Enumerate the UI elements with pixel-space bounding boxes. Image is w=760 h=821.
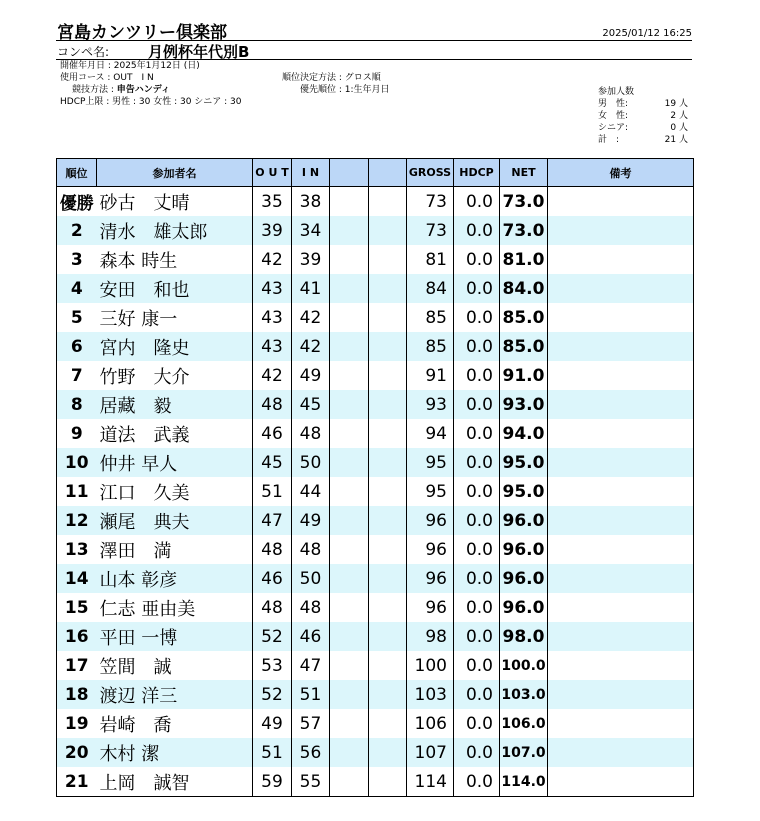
header-notes: 備考 <box>548 159 694 187</box>
table-row <box>57 390 694 419</box>
print-timestamp: 2025/01/12 16:25 <box>602 28 692 39</box>
cell-out: 49 <box>253 709 292 738</box>
cell-out: 53 <box>253 651 292 680</box>
cell-hdcp: 0.0 <box>454 361 500 390</box>
cell-name: 森本 時生 <box>97 245 253 274</box>
cell-blank-1 <box>330 477 369 506</box>
cell-notes <box>548 245 694 274</box>
cell-out: 48 <box>253 593 292 622</box>
participant-count-label: 女 性: <box>598 111 629 121</box>
cell-blank-1 <box>330 564 369 593</box>
cell-gross: 84 <box>407 274 454 303</box>
header-name: 参加者名 <box>97 159 253 187</box>
cell-name: 上岡 誠智 <box>97 767 253 797</box>
cell-rank: 12 <box>57 506 97 535</box>
cell-blank-1 <box>330 535 369 564</box>
cell-notes <box>548 332 694 361</box>
cell-in: 56 <box>292 738 330 767</box>
cell-hdcp: 0.0 <box>454 680 500 709</box>
participant-count-value: 19 人 <box>664 99 688 109</box>
participant-count-value: 2 人 <box>670 111 688 121</box>
cell-blank-2 <box>369 187 407 217</box>
cell-net: 73.0 <box>500 216 548 245</box>
cell-out: 51 <box>253 477 292 506</box>
cell-rank: 16 <box>57 622 97 651</box>
table-row <box>57 187 694 217</box>
cell-gross: 103 <box>407 680 454 709</box>
table-row <box>57 651 694 680</box>
cell-blank-2 <box>369 245 407 274</box>
competition-label: コンペ名: <box>57 45 110 59</box>
cell-name: 澤田 満 <box>97 535 253 564</box>
cell-blank-1 <box>330 332 369 361</box>
table-row <box>57 593 694 622</box>
cell-net: 96.0 <box>500 593 548 622</box>
header-net: NET <box>500 159 548 187</box>
cell-name: 仲井 早人 <box>97 448 253 477</box>
cell-blank-2 <box>369 274 407 303</box>
cell-gross: 100 <box>407 651 454 680</box>
header-blank-2 <box>369 159 407 187</box>
participant-count-value: 21 人 <box>664 135 688 145</box>
cell-rank: 6 <box>57 332 97 361</box>
cell-out: 52 <box>253 622 292 651</box>
cell-rank: 4 <box>57 274 97 303</box>
cell-out: 45 <box>253 448 292 477</box>
event-info-left <box>60 60 242 108</box>
cell-notes <box>548 390 694 419</box>
cell-hdcp: 0.0 <box>454 738 500 767</box>
cell-blank-2 <box>369 593 407 622</box>
cell-out: 59 <box>253 767 292 797</box>
cell-blank-2 <box>369 738 407 767</box>
cell-net: 96.0 <box>500 535 548 564</box>
cell-rank: 2 <box>57 216 97 245</box>
cell-name: 笠間 誠 <box>97 651 253 680</box>
cell-name: 三好 康一 <box>97 303 253 332</box>
cell-in: 47 <box>292 651 330 680</box>
cell-name: 砂古 丈晴 <box>97 187 253 217</box>
cell-blank-2 <box>369 419 407 448</box>
cell-blank-1 <box>330 390 369 419</box>
table-row <box>57 622 694 651</box>
cell-in: 41 <box>292 274 330 303</box>
cell-in: 45 <box>292 390 330 419</box>
competition-name: 月例杯年代別B <box>148 43 250 61</box>
cell-net: 103.0 <box>500 680 548 709</box>
table-row <box>57 419 694 448</box>
participant-count <box>598 86 688 146</box>
header-rank: 順位 <box>57 159 97 187</box>
event-date: 開催年月日 : 2025年1月12日 (日) <box>60 61 200 71</box>
cell-net: 94.0 <box>500 419 548 448</box>
cell-notes <box>548 506 694 535</box>
cell-net: 81.0 <box>500 245 548 274</box>
cell-notes <box>548 419 694 448</box>
cell-out: 35 <box>253 187 292 217</box>
rank-method: 順位決定方法 : グロス順 <box>282 73 381 83</box>
cell-gross: 91 <box>407 361 454 390</box>
cell-gross: 81 <box>407 245 454 274</box>
participant-count-row <box>598 134 688 146</box>
cell-gross: 114 <box>407 767 454 797</box>
cell-name: 居藏 毅 <box>97 390 253 419</box>
priority: 優先順位 : 1:生年月日 <box>300 85 390 95</box>
cell-hdcp: 0.0 <box>454 390 500 419</box>
cell-notes <box>548 622 694 651</box>
cell-hdcp: 0.0 <box>454 622 500 651</box>
cell-notes <box>548 593 694 622</box>
cell-rank: 7 <box>57 361 97 390</box>
cell-rank: 10 <box>57 448 97 477</box>
cell-gross: 93 <box>407 390 454 419</box>
cell-gross: 96 <box>407 564 454 593</box>
cell-blank-1 <box>330 187 369 217</box>
table-header <box>57 159 694 187</box>
cell-in: 44 <box>292 477 330 506</box>
cell-in: 48 <box>292 535 330 564</box>
cell-rank: 8 <box>57 390 97 419</box>
cell-net: 96.0 <box>500 564 548 593</box>
cell-blank-2 <box>369 680 407 709</box>
cell-blank-2 <box>369 448 407 477</box>
cell-name: 渡辺 洋三 <box>97 680 253 709</box>
cell-out: 46 <box>253 419 292 448</box>
cell-hdcp: 0.0 <box>454 419 500 448</box>
cell-name: 瀬尾 典夫 <box>97 506 253 535</box>
cell-blank-1 <box>330 506 369 535</box>
cell-rank: 17 <box>57 651 97 680</box>
cell-net: 91.0 <box>500 361 548 390</box>
cell-net: 114.0 <box>500 767 548 797</box>
event-info-right <box>282 72 390 96</box>
cell-net: 93.0 <box>500 390 548 419</box>
cell-blank-2 <box>369 361 407 390</box>
participant-count-row <box>598 110 688 122</box>
cell-out: 43 <box>253 332 292 361</box>
cell-gross: 106 <box>407 709 454 738</box>
cell-rank: 11 <box>57 477 97 506</box>
cell-rank: 9 <box>57 419 97 448</box>
cell-in: 34 <box>292 216 330 245</box>
competition-name-row <box>56 40 692 60</box>
cell-notes <box>548 564 694 593</box>
cell-net: 106.0 <box>500 709 548 738</box>
table-row <box>57 303 694 332</box>
cell-out: 51 <box>253 738 292 767</box>
cell-notes <box>548 738 694 767</box>
cell-name: 道法 武義 <box>97 419 253 448</box>
participant-count-value: 0 人 <box>670 123 688 133</box>
cell-blank-2 <box>369 651 407 680</box>
cell-blank-2 <box>369 535 407 564</box>
cell-net: 95.0 <box>500 448 548 477</box>
cell-name: 仁志 亜由美 <box>97 593 253 622</box>
cell-hdcp: 0.0 <box>454 245 500 274</box>
cell-notes <box>548 448 694 477</box>
cell-name: 江口 久美 <box>97 477 253 506</box>
cell-rank: 20 <box>57 738 97 767</box>
cell-name: 清水 雄太郎 <box>97 216 253 245</box>
cell-notes <box>548 709 694 738</box>
cell-in: 42 <box>292 303 330 332</box>
cell-name: 平田 一博 <box>97 622 253 651</box>
cell-notes <box>548 361 694 390</box>
cell-hdcp: 0.0 <box>454 448 500 477</box>
cell-name: 宮内 隆史 <box>97 332 253 361</box>
cell-rank: 18 <box>57 680 97 709</box>
table-row <box>57 477 694 506</box>
cell-gross: 95 <box>407 477 454 506</box>
header-gross: GROSS <box>407 159 454 187</box>
cell-in: 49 <box>292 361 330 390</box>
participant-count-label: 男 性: <box>598 99 629 109</box>
cell-out: 39 <box>253 216 292 245</box>
header-in: I N <box>292 159 330 187</box>
cell-in: 39 <box>292 245 330 274</box>
cell-rank: 15 <box>57 593 97 622</box>
cell-rank: 13 <box>57 535 97 564</box>
cell-blank-1 <box>330 622 369 651</box>
club-name: 宮島カンツリー倶楽部 <box>57 23 227 43</box>
table-row <box>57 738 694 767</box>
cell-rank: 5 <box>57 303 97 332</box>
cell-blank-1 <box>330 448 369 477</box>
cell-blank-2 <box>369 332 407 361</box>
table-row <box>57 361 694 390</box>
cell-notes <box>548 216 694 245</box>
cell-name: 木村 潔 <box>97 738 253 767</box>
cell-blank-1 <box>330 651 369 680</box>
cell-out: 52 <box>253 680 292 709</box>
cell-gross: 85 <box>407 303 454 332</box>
cell-in: 38 <box>292 187 330 217</box>
cell-net: 107.0 <box>500 738 548 767</box>
cell-blank-2 <box>369 709 407 738</box>
cell-in: 42 <box>292 332 330 361</box>
event-method <box>60 84 242 96</box>
cell-gross: 98 <box>407 622 454 651</box>
cell-rank: 優勝 <box>57 187 97 217</box>
results-table <box>56 158 694 797</box>
cell-hdcp: 0.0 <box>454 187 500 217</box>
cell-net: 84.0 <box>500 274 548 303</box>
cell-hdcp: 0.0 <box>454 303 500 332</box>
cell-gross: 85 <box>407 332 454 361</box>
cell-notes <box>548 651 694 680</box>
cell-in: 49 <box>292 506 330 535</box>
cell-hdcp: 0.0 <box>454 709 500 738</box>
table-row <box>57 767 694 797</box>
cell-hdcp: 0.0 <box>454 651 500 680</box>
cell-net: 96.0 <box>500 506 548 535</box>
cell-gross: 73 <box>407 216 454 245</box>
cell-rank: 14 <box>57 564 97 593</box>
cell-blank-2 <box>369 767 407 797</box>
cell-net: 98.0 <box>500 622 548 651</box>
cell-notes <box>548 274 694 303</box>
cell-blank-2 <box>369 622 407 651</box>
cell-name: 竹野 大介 <box>97 361 253 390</box>
cell-gross: 107 <box>407 738 454 767</box>
cell-out: 43 <box>253 274 292 303</box>
table-row <box>57 245 694 274</box>
participant-count-row <box>598 98 688 110</box>
cell-in: 46 <box>292 622 330 651</box>
event-course: 使用コース : OUT I N <box>60 73 154 83</box>
cell-in: 50 <box>292 448 330 477</box>
cell-gross: 96 <box>407 535 454 564</box>
cell-in: 48 <box>292 419 330 448</box>
method-label: 競技方法 : <box>72 85 117 95</box>
cell-blank-2 <box>369 477 407 506</box>
cell-out: 48 <box>253 390 292 419</box>
participant-count-label: 計 : <box>598 135 620 145</box>
cell-blank-1 <box>330 680 369 709</box>
cell-blank-1 <box>330 216 369 245</box>
cell-notes <box>548 767 694 797</box>
table-row <box>57 448 694 477</box>
cell-blank-1 <box>330 738 369 767</box>
cell-rank: 19 <box>57 709 97 738</box>
cell-rank: 21 <box>57 767 97 797</box>
cell-blank-1 <box>330 419 369 448</box>
table-row <box>57 274 694 303</box>
cell-hdcp: 0.0 <box>454 593 500 622</box>
header-out: O U T <box>253 159 292 187</box>
cell-hdcp: 0.0 <box>454 564 500 593</box>
cell-name: 岩崎 喬 <box>97 709 253 738</box>
cell-out: 43 <box>253 303 292 332</box>
cell-notes <box>548 303 694 332</box>
table-row <box>57 506 694 535</box>
table-row <box>57 680 694 709</box>
cell-blank-1 <box>330 274 369 303</box>
cell-rank: 3 <box>57 245 97 274</box>
cell-out: 42 <box>253 245 292 274</box>
cell-blank-2 <box>369 506 407 535</box>
cell-blank-1 <box>330 709 369 738</box>
cell-hdcp: 0.0 <box>454 477 500 506</box>
cell-gross: 94 <box>407 419 454 448</box>
cell-name: 安田 和也 <box>97 274 253 303</box>
cell-in: 57 <box>292 709 330 738</box>
participant-count-label: シニア: <box>598 123 629 133</box>
cell-gross: 96 <box>407 506 454 535</box>
cell-net: 85.0 <box>500 303 548 332</box>
event-hdcp-limit: HDCP上限 : 男性 : 30 女性 : 30 シニア : 30 <box>60 97 242 107</box>
cell-blank-1 <box>330 361 369 390</box>
cell-in: 48 <box>292 593 330 622</box>
cell-notes <box>548 477 694 506</box>
cell-blank-1 <box>330 767 369 797</box>
table-row <box>57 535 694 564</box>
cell-gross: 73 <box>407 187 454 217</box>
cell-name: 山本 彰彦 <box>97 564 253 593</box>
table-row <box>57 332 694 361</box>
cell-blank-2 <box>369 216 407 245</box>
cell-hdcp: 0.0 <box>454 535 500 564</box>
cell-in: 50 <box>292 564 330 593</box>
cell-out: 47 <box>253 506 292 535</box>
cell-blank-1 <box>330 303 369 332</box>
header-blank-1 <box>330 159 369 187</box>
cell-notes <box>548 187 694 217</box>
cell-notes <box>548 680 694 709</box>
cell-blank-2 <box>369 564 407 593</box>
cell-in: 51 <box>292 680 330 709</box>
cell-gross: 95 <box>407 448 454 477</box>
cell-in: 55 <box>292 767 330 797</box>
header-hdcp: HDCP <box>454 159 500 187</box>
cell-net: 85.0 <box>500 332 548 361</box>
cell-hdcp: 0.0 <box>454 767 500 797</box>
cell-hdcp: 0.0 <box>454 274 500 303</box>
table-row <box>57 709 694 738</box>
method-value: 申告ハンディ <box>116 85 171 95</box>
cell-out: 46 <box>253 564 292 593</box>
cell-blank-2 <box>369 303 407 332</box>
table-row <box>57 564 694 593</box>
cell-hdcp: 0.0 <box>454 506 500 535</box>
cell-gross: 96 <box>407 593 454 622</box>
cell-blank-1 <box>330 245 369 274</box>
cell-net: 95.0 <box>500 477 548 506</box>
cell-blank-1 <box>330 593 369 622</box>
cell-hdcp: 0.0 <box>454 332 500 361</box>
cell-out: 48 <box>253 535 292 564</box>
participant-count-row <box>598 122 688 134</box>
cell-hdcp: 0.0 <box>454 216 500 245</box>
cell-net: 100.0 <box>500 651 548 680</box>
cell-net: 73.0 <box>500 187 548 217</box>
participant-count-title: 参加人数 <box>598 87 635 97</box>
table-row <box>57 216 694 245</box>
cell-out: 42 <box>253 361 292 390</box>
cell-blank-2 <box>369 390 407 419</box>
cell-notes <box>548 535 694 564</box>
